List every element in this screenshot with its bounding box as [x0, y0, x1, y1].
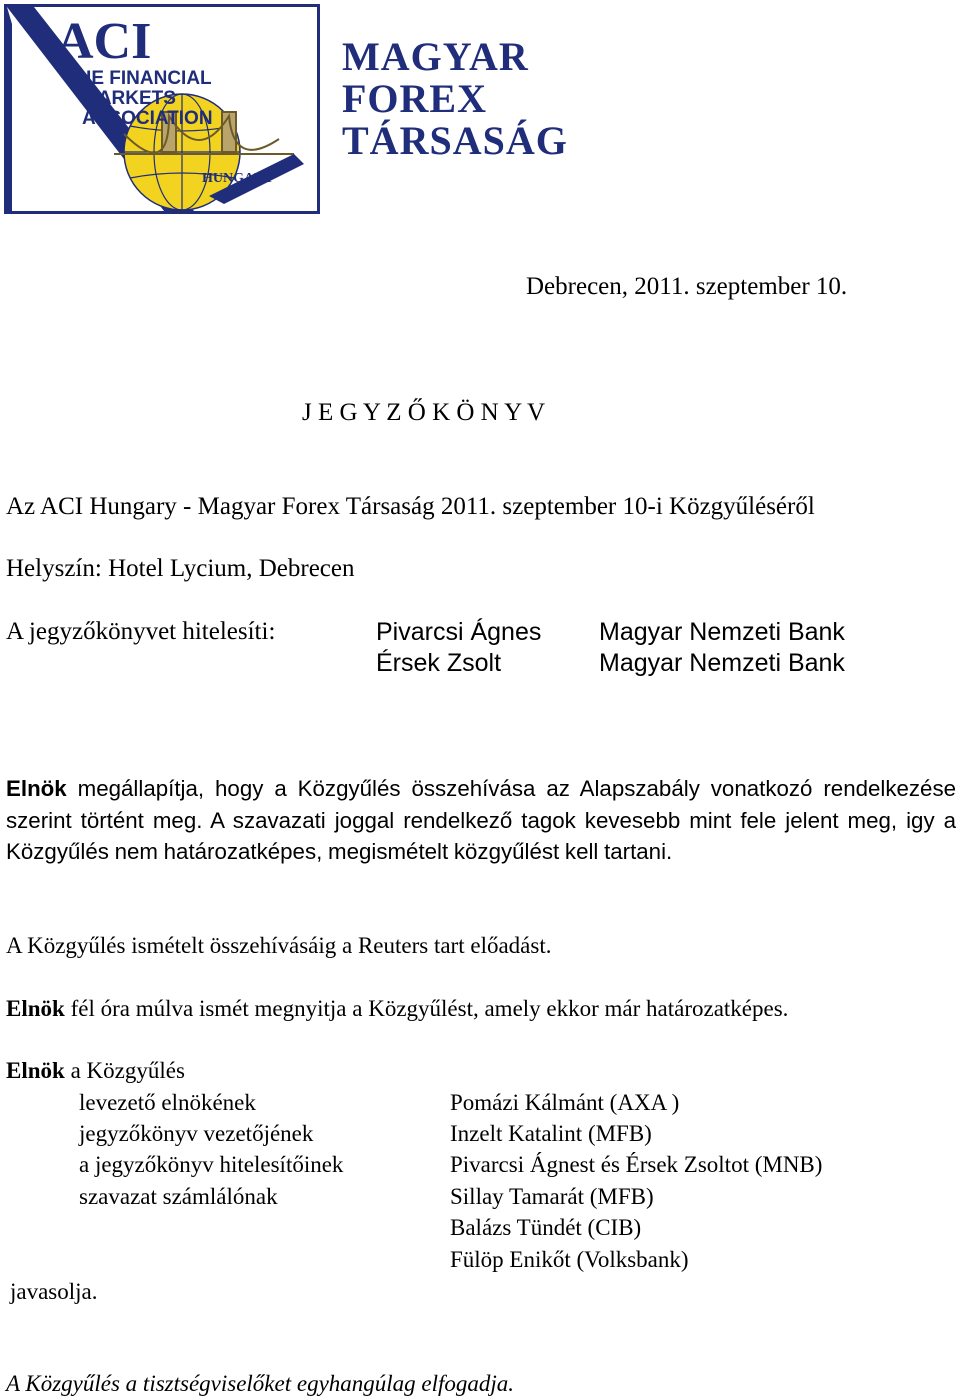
logo-aci-text: ACI	[56, 13, 152, 70]
bold-chair: Elnök	[6, 776, 67, 801]
document-date: Debrecen, 2011. szeptember 10.	[526, 273, 848, 300]
document-title: J E G Y Z Ő K Ö N Y V	[302, 399, 546, 426]
role-label: szavazat számlálónak	[79, 1184, 278, 1209]
nominations-intro	[6, 1055, 185, 1086]
authenticator-bank: Magyar Nemzeti Bank	[599, 649, 845, 677]
authenticators-label: A jegyzőkönyvet hitelesíti:	[6, 618, 276, 645]
venue: Helyszín: Hotel Lycium, Debrecen	[6, 555, 355, 582]
logo-line1: THE FINANCIAL	[66, 68, 212, 89]
nominee: Fülöp Enikőt (Volksbank)	[450, 1247, 689, 1272]
authenticator-name: Pivarcsi Ágnes	[376, 618, 542, 646]
conclusion: A Közgyűlés a tisztségviselőket egyhangúlag elfogadja.	[6, 1371, 515, 1396]
paragraph-reuters: A Közgyűlés ismételt összehívásáig a Reuters tart előadást.	[6, 933, 552, 958]
nominee: Pomázi Kálmánt (AXA )	[450, 1090, 680, 1115]
document-subject: Az ACI Hungary - Magyar Forex Társaság 2011. szeptember 10-i Közgyűléséről	[6, 493, 815, 520]
org-name-line: FOREX	[342, 76, 487, 121]
logo-line3: ASSOCIATION	[82, 108, 213, 129]
paragraph-quorum	[6, 773, 956, 868]
nominations-closing: javasolja.	[10, 1279, 98, 1304]
nominee: Sillay Tamarát (MFB)	[450, 1184, 654, 1209]
org-name-line: TÁRSASÁG	[342, 118, 568, 163]
logo-line2: MARKETS	[82, 88, 176, 109]
authenticator-bank: Magyar Nemzeti Bank	[599, 618, 845, 646]
paragraph-text: megállapítja, hogy a Közgyűlés összehívása az Alapszabály vonatkozó rendelkezése szerint történt meg. A szavazati joggal rendelkező tagok kevesebb mint fele jelent meg, igy a Közgyűlés nem határozatképes, megismételt közgyűlést kell tartani.	[6, 776, 956, 864]
role-label: jegyzőkönyv vezetőjének	[79, 1121, 314, 1146]
aci-logo	[4, 4, 320, 214]
org-name-line: MAGYAR	[342, 34, 529, 79]
role-label: levezető elnökének	[79, 1090, 256, 1115]
paragraph-text: fél óra múlva ismét megnyitja a Közgyűlést, amely ekkor már határozatképes.	[64, 996, 789, 1021]
authenticator-name: Érsek Zsolt	[376, 649, 502, 677]
nominee: Balázs Tündét (CIB)	[450, 1215, 642, 1240]
role-label: a jegyzőkönyv hitelesítőinek	[79, 1152, 344, 1177]
paragraph-reopen	[6, 993, 788, 1024]
nominations-intro-text: a Közgyűlés	[64, 1058, 185, 1083]
logo-country: HUNGARY	[202, 171, 274, 186]
organization-name	[342, 36, 642, 162]
bold-chair: Elnök	[6, 996, 65, 1021]
bold-chair: Elnök	[6, 1058, 65, 1083]
nominee: Pivarcsi Ágnest és Érsek Zsoltot (MNB)	[450, 1152, 823, 1177]
nominee: Inzelt Katalint (MFB)	[450, 1121, 652, 1146]
